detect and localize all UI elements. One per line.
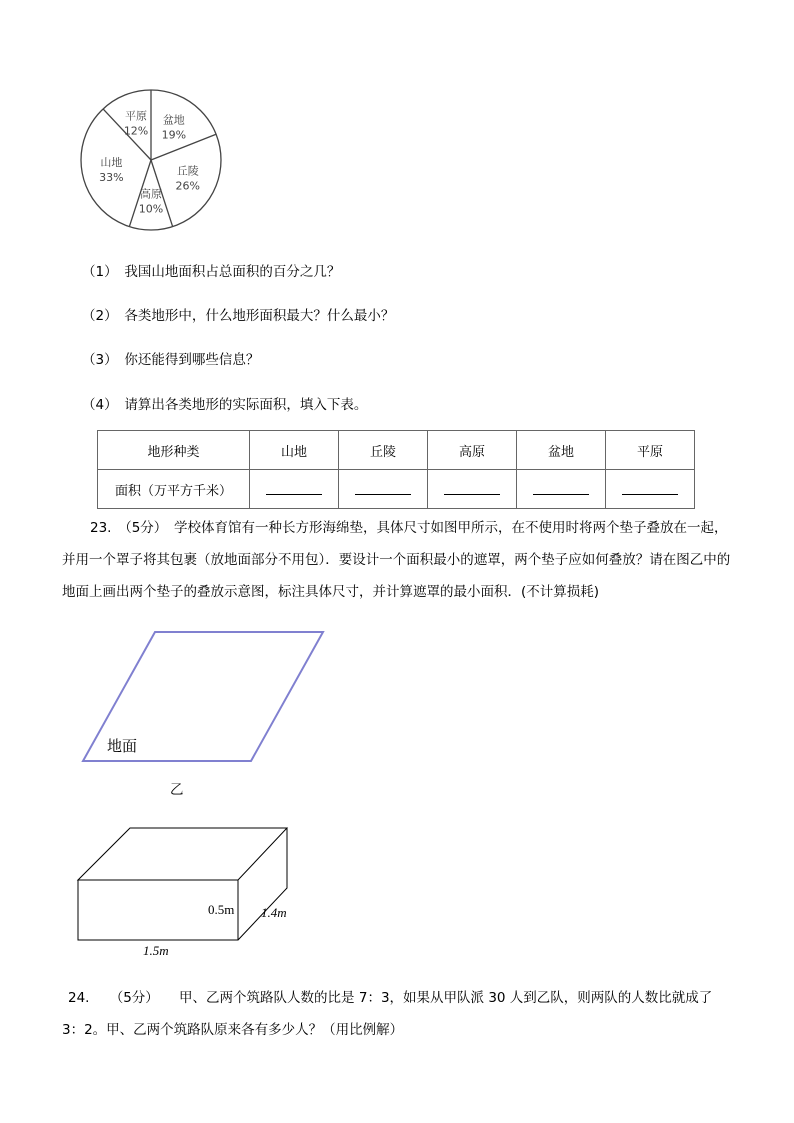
pie-slice-value: 19% xyxy=(161,128,187,142)
pie-slice-label: 高原 xyxy=(140,187,162,201)
pie-slice-value: 10% xyxy=(138,202,164,216)
problem-24-line1: 24. （5分） 甲、乙两个筑路队人数的比是 7：3，如果从甲队派 30 人到乙队，则两队的人数比就成了 xyxy=(68,990,713,1006)
header-cell: 盆地 xyxy=(517,431,606,470)
length-label: 1.5m xyxy=(143,943,169,958)
box-top xyxy=(78,828,287,880)
height-label: 0.5m xyxy=(208,902,235,917)
problem-23-line3: 地面上画出两个垫子的叠放示意图，标注具体尺寸，并计算遮罩的最小面积．(不计算损耗) xyxy=(62,584,600,600)
figure-b-label: 乙 xyxy=(170,782,184,798)
pie-slice-label: 盆地 xyxy=(162,113,185,127)
ground-label: 地面 xyxy=(107,737,138,755)
pie-slice-label: 丘陵 xyxy=(176,164,199,178)
pie-slice-value: 26% xyxy=(175,179,200,193)
problem-23-line1: 23. （5分） 学校体育馆有一种长方形海绵垫，具体尺寸如图甲所示，在不使用时将两个垫子叠放在一起， xyxy=(90,520,728,536)
question-3: （3） 你还能得到哪些信息？ xyxy=(82,352,260,368)
header-cell: 山地 xyxy=(250,431,339,470)
header-cell: 丘陵 xyxy=(339,431,428,470)
pie-slice-label: 山地 xyxy=(100,155,123,169)
width-label: 1.4m xyxy=(261,905,287,920)
pie-slice-label: 平原 xyxy=(125,109,148,123)
header-cell: 平原 xyxy=(606,431,695,470)
header-cell: 高原 xyxy=(428,431,517,470)
question-1: （1） 我国山地面积占总面积的百分之几？ xyxy=(82,264,341,280)
problem-24-line2: 3：2。甲、乙两个筑路队原来各有多少人？（用比例解） xyxy=(62,1022,404,1038)
pie-slice-value: 12% xyxy=(123,124,149,138)
pie-slice-value: 33% xyxy=(99,170,124,184)
box-side xyxy=(238,828,287,940)
question-2: （2） 各类地形中，什么地形面积最大？什么最小？ xyxy=(82,308,395,324)
problem-23-line2: 并用一个罩子将其包裹（放地面部分不用包）．要设计一个面积最小的遮罩，两个垫子应如何叠放？请在图乙中的 xyxy=(62,552,731,568)
header-cell: 地形种类 xyxy=(98,431,250,470)
question-4: （4） 请算出各类地形的实际面积，填入下表。 xyxy=(82,397,368,413)
row-label: 面积（万平方千米） xyxy=(98,470,250,509)
